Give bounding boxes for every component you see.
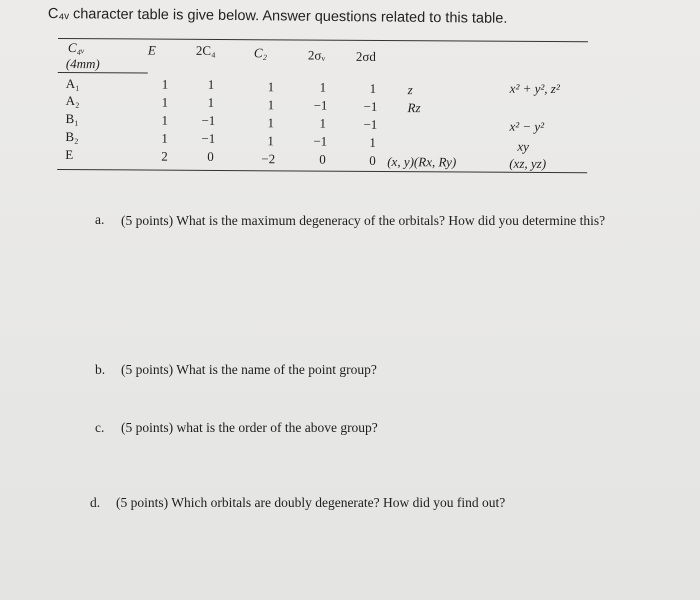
cell-A1-2sigma-d: 1 xyxy=(369,80,377,96)
cell-A1-2C4: 1 xyxy=(207,76,215,92)
cell-A2-2sigma-d: −1 xyxy=(363,98,378,114)
cell-A2-E: 1 xyxy=(161,94,169,110)
character-table xyxy=(57,38,588,191)
question-d xyxy=(90,495,505,511)
table-bottom-rule xyxy=(57,169,587,173)
intro-text: C₄ᵥ character table is give below. Answer questions related to this table. xyxy=(47,6,508,27)
cell-E-C2: −2 xyxy=(261,151,276,167)
cell-A2-C2: 1 xyxy=(267,97,275,113)
cell-B1-quadratic: x² − y² xyxy=(509,118,545,134)
cell-A2-2sigma-v: −1 xyxy=(313,97,328,113)
row-label-E: E xyxy=(65,147,74,163)
cell-B1-2sigma-d: −1 xyxy=(363,116,378,132)
cell-B2-2C4: −1 xyxy=(201,130,216,146)
group-alt-label: (4mm) xyxy=(65,56,100,72)
question-b xyxy=(95,362,377,378)
header-E: E xyxy=(147,42,156,58)
cell-B2-E: 1 xyxy=(161,130,168,146)
table-top-rule xyxy=(58,38,588,42)
header-2C4: 2C₄ xyxy=(195,42,216,58)
cell-B1-2sigma-v: 1 xyxy=(319,115,327,131)
cell-B2-2sigma-v: −1 xyxy=(313,133,328,149)
cell-A1-E: 1 xyxy=(161,76,169,92)
cell-E-quadratic: (xz, yz) xyxy=(509,155,547,171)
cell-B2-2sigma-d: 1 xyxy=(369,134,376,150)
cell-E-2C4: 0 xyxy=(207,148,214,164)
question-c-text: (5 points) what is the order of the above group? xyxy=(121,420,378,435)
cell-B2-quadratic: xy xyxy=(517,138,529,154)
cell-B1-2C4: −1 xyxy=(201,112,216,128)
header-rule xyxy=(58,72,148,74)
question-a xyxy=(95,212,611,230)
cell-E-linear: (x, y)(Rx, Ry) xyxy=(387,154,457,170)
cell-A1-C2: 1 xyxy=(267,79,275,95)
cell-E-2sigma-v: 0 xyxy=(319,151,326,167)
cell-B2-C2: 1 xyxy=(267,133,274,149)
cell-A1-linear: z xyxy=(407,82,413,98)
cell-A1-quadratic: x² + y², z² xyxy=(509,80,560,97)
cell-E-2sigma-d: 0 xyxy=(369,152,376,168)
cell-B1-E: 1 xyxy=(161,112,169,128)
question-a-text: (5 points) What is the maximum degeneracy of the orbitals? How did you determine this? xyxy=(121,213,606,228)
row-label-B2: B₂ xyxy=(65,129,79,145)
question-c xyxy=(95,420,378,436)
cell-E-E: 2 xyxy=(161,148,168,164)
question-b-letter: b. xyxy=(95,362,106,377)
question-a-letter: a. xyxy=(95,212,105,227)
cell-A2-2C4: 1 xyxy=(207,94,215,110)
row-label-A2: A₂ xyxy=(65,93,80,109)
group-label: C₄ᵥ xyxy=(67,40,85,56)
header-2sigma-v: 2σᵥ xyxy=(307,47,326,63)
header-C2: C₂ xyxy=(253,45,268,61)
row-label-A1: A₁ xyxy=(65,76,80,92)
question-b-text: (5 points) What is the name of the point group? xyxy=(121,362,377,377)
row-label-B1: B₁ xyxy=(65,111,79,127)
question-c-letter: c. xyxy=(95,420,105,435)
cell-A2-linear: Rz xyxy=(407,100,421,116)
question-d-letter: d. xyxy=(90,495,101,510)
question-d-text: (5 points) Which orbitals are doubly degenerate? How did you find out? xyxy=(116,495,506,510)
header-2sigma-d: 2σd xyxy=(355,48,376,64)
cell-B1-C2: 1 xyxy=(267,115,275,131)
cell-A1-2sigma-v: 1 xyxy=(319,79,327,95)
